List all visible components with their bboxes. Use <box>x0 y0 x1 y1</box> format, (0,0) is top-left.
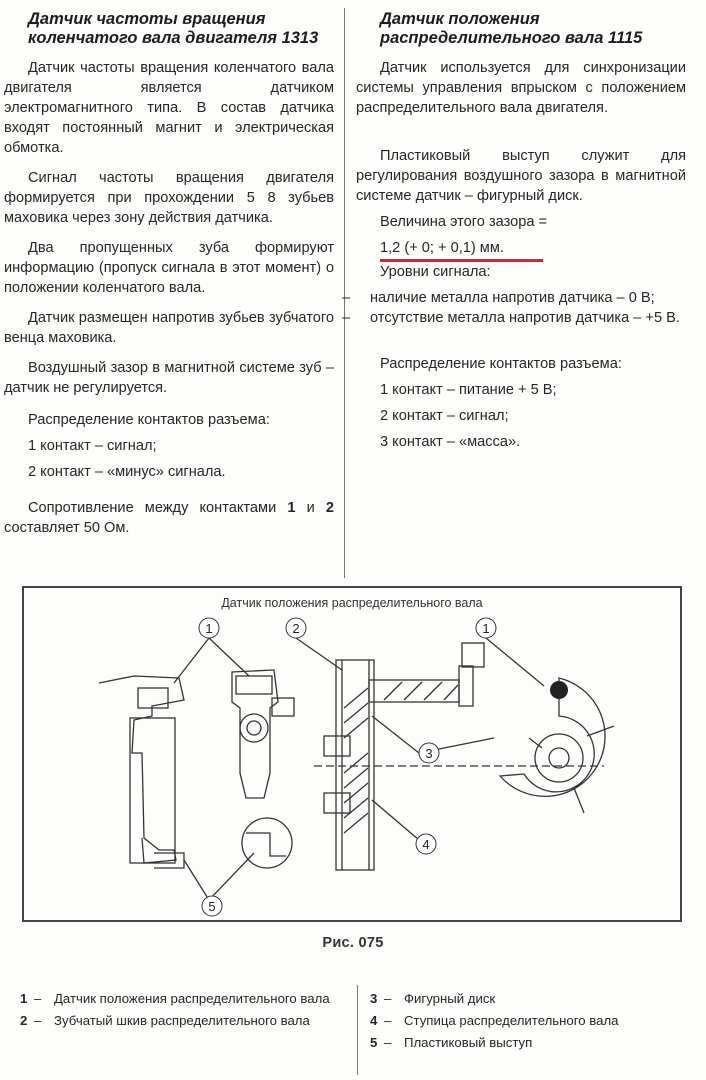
gap-label: Величина этого зазора = <box>380 214 548 230</box>
paragraph: Сигнал частоты вращения двигателя формируется при прохождении 5 8 зубьев маховика через зону действия датчика. <box>4 170 334 226</box>
contact-item: 2 контакт – сигнал; <box>380 408 509 424</box>
callout-1: 1 <box>205 621 213 636</box>
callout-5: 5 <box>208 899 216 914</box>
figure-drawing <box>24 588 680 920</box>
paragraph: Воздушный зазор в магнитной системе зуб – датчик не регулируется. <box>4 360 334 396</box>
signal-levels-title: Уровни сигнала: <box>380 264 491 280</box>
bullet-item: – наличие металла напротив датчика – 0 В; <box>342 290 655 306</box>
callout-3: 3 <box>425 746 433 761</box>
callout-2: 2 <box>292 621 300 636</box>
legend-item: 3 – Фигурный диск <box>370 991 496 1006</box>
resistance-paragraph: Сопротивление между контактами 1 и 2 составляет 50 Ом. <box>4 500 334 536</box>
paragraph: Датчик используется для синхронизации системы управления впрыском с положением распределительного вала двигателя. <box>356 60 686 116</box>
paragraph: Два пропущенных зуба формируют информацию (пропуск сигнала в этот момент) о положении коленчатого вала. <box>4 240 334 296</box>
callout-4: 4 <box>422 837 430 852</box>
paragraph: Датчик частоты вращения коленчатого вала двигателя является датчиком электромагнитного типа. В состав датчика входят постоянный магнит и электрическая обмотка. <box>4 60 334 156</box>
crankshaft-sensor-heading: Датчик частоты вращения коленчатого вала двигателя 1313 <box>28 10 319 47</box>
camshaft-sensor-figure <box>22 586 682 922</box>
figure-caption: Рис. 075 <box>322 935 384 951</box>
contacts-title: Распределение контактов разъема: <box>28 412 270 428</box>
contacts-title: Распределение контактов разъема: <box>380 356 622 372</box>
callout-1b: 1 <box>482 621 490 636</box>
paragraph: Пластиковый выступ служит для регулирования воздушного зазора в магнитной системе датчик – фигурный диск. <box>356 148 686 204</box>
legend-right <box>370 990 690 1056</box>
gap-value: 1,2 (+ 0; + 0,1) мм. <box>380 238 543 262</box>
legend-item: 5 – Пластиковый выступ <box>370 1035 533 1050</box>
legend-divider <box>357 985 358 1075</box>
left-column <box>4 0 334 538</box>
legend-item: 4 – Ступица распределительного вала <box>370 1013 619 1028</box>
legend-item: 1 – Датчик положения распределительного вала <box>20 991 330 1006</box>
bullet-item: – отсутствие металла напротив датчика – +5 В. <box>342 310 680 326</box>
camshaft-sensor-heading: Датчик положения распределительного вала 1115 <box>380 10 643 47</box>
contact-item: 1 контакт – сигнал; <box>28 438 157 454</box>
gap-value-line <box>356 238 686 262</box>
legend-item: 2 – Зубчатый шкив распределительного вала <box>20 1013 310 1028</box>
contact-item: 3 контакт – «масса». <box>380 434 521 450</box>
contact-item: 1 контакт – питание + 5 В; <box>380 382 557 398</box>
figure-title: Датчик положения распределительного вала <box>221 596 483 610</box>
paragraph: Датчик размещен напротив зубьев зубчатого венца маховика. <box>4 310 334 346</box>
legend-left <box>20 990 350 1034</box>
right-column <box>342 0 686 452</box>
contact-item: 2 контакт – «минус» сигнала. <box>28 464 226 480</box>
